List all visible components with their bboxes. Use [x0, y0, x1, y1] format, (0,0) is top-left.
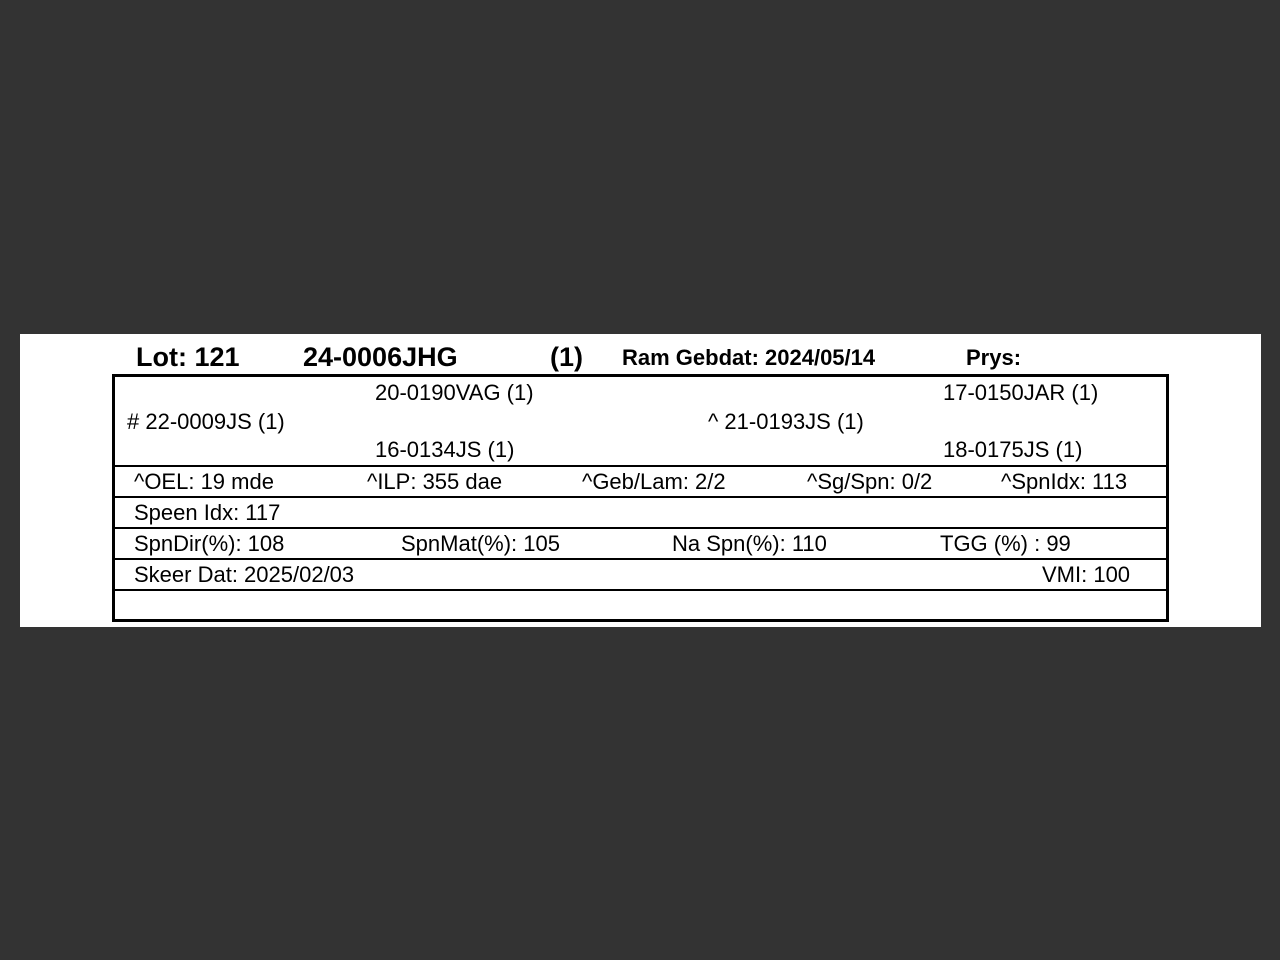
geb-lam-value: ^Geb/Lam: 2/2 [582, 469, 726, 494]
percent-row [115, 529, 1166, 560]
spn-mat-value: SpnMat(%): 105 [401, 531, 560, 556]
sire-dam: 16-0134JS (1) [375, 437, 515, 462]
speen-row [115, 498, 1166, 529]
lot-number: Lot: 121 [136, 342, 240, 372]
sire: # 22-0009JS (1) [127, 409, 285, 434]
spn-idx-value: ^SpnIdx: 113 [1001, 469, 1128, 494]
shear-date-value: Skeer Dat: 2025/02/03 [134, 562, 355, 587]
speen-idx-value: Speen Idx: 117 [134, 500, 281, 525]
dam-dam: 18-0175JS (1) [943, 437, 1083, 462]
dam: ^ 21-0193JS (1) [708, 409, 864, 434]
lot-card-sheet [20, 334, 1261, 627]
animal-id: 24-0006JHG [303, 342, 458, 372]
tgg-value: TGG (%) : 99 [940, 531, 1071, 556]
vmi-value: VMI: 100 [1042, 562, 1131, 587]
pedigree-section [115, 377, 1166, 467]
empty-row [115, 591, 1166, 619]
spn-dir-value: SpnDir(%): 108 [134, 531, 285, 556]
animal-count: (1) [550, 342, 583, 372]
lot-card [112, 374, 1169, 622]
dam-sire: 17-0150JAR (1) [943, 380, 1099, 405]
na-spn-value: Na Spn(%): 110 [672, 531, 827, 556]
oel-value: ^OEL: 19 mde [134, 469, 274, 494]
stats-row [115, 467, 1166, 498]
shear-row [115, 560, 1166, 591]
sg-spn-value: ^Sg/Spn: 0/2 [807, 469, 933, 494]
ram-birth-date: Ram Gebdat: 2024/05/14 [622, 345, 876, 370]
price-label: Prys: [966, 345, 1022, 370]
ilp-value: ^ILP: 355 dae [367, 469, 503, 494]
sire-sire: 20-0190VAG (1) [375, 380, 534, 405]
